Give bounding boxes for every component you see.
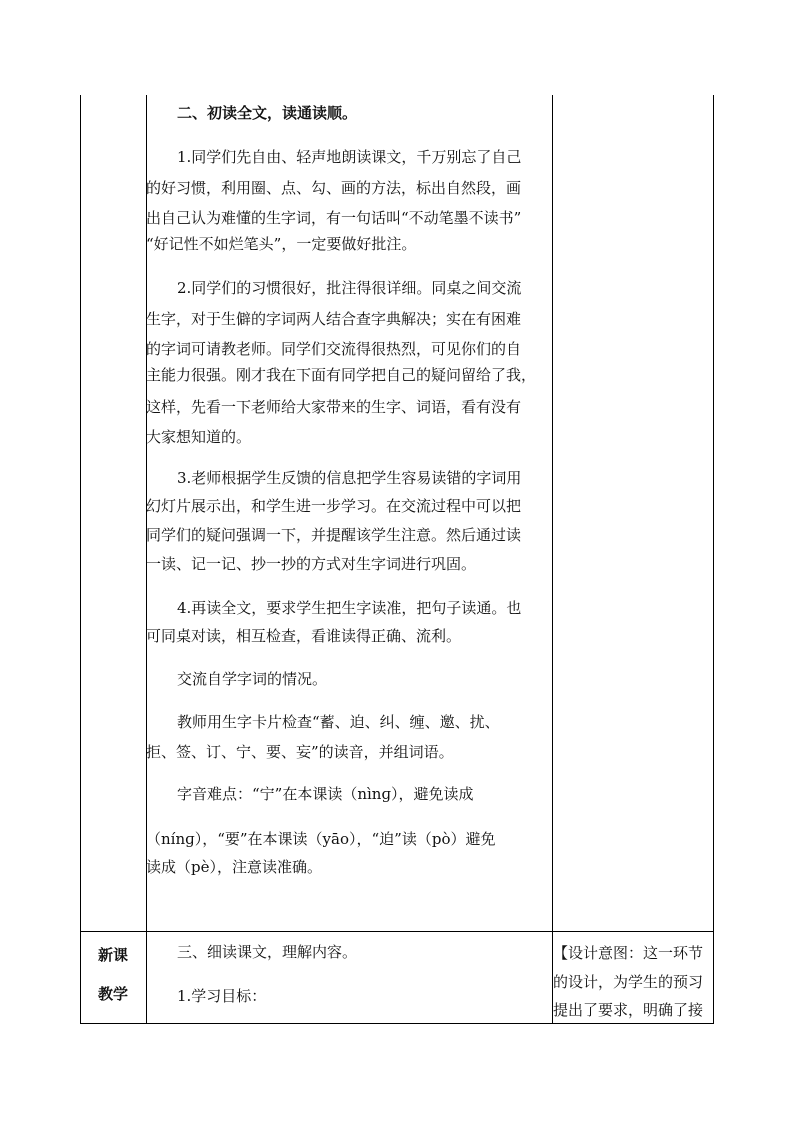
design-note-line: 的设计，为学生的预习 — [553, 973, 704, 991]
paragraph-line: 同学们的疑问强调一下，并提醒该学生注意。然后通过读 — [146, 526, 522, 544]
paragraph-line: 字音难点：“宁”在本课读（nìnɡ），避免读成 — [177, 785, 474, 803]
paragraph-line: 读成（pè），注意读准确。 — [146, 858, 322, 876]
paragraph-line: 拒、签、订、宁、要、妄”的读音，并组词语。 — [146, 743, 454, 761]
paragraph-line: 一读、记一记、抄一抄的方式对生字词进行巩固。 — [146, 555, 477, 573]
paragraph-line: 4.再读全文，要求学生把生字读准，把句子读通。也 — [177, 599, 522, 617]
design-note-line: 提出了要求，明确了接 — [553, 1001, 704, 1019]
paragraph-line: 出自己认为难懂的生字词，有一句话叫“不动笔墨不读书” — [146, 209, 522, 227]
paragraph-line: 1.学习目标： — [177, 987, 267, 1005]
paragraph-line: 大家想知道的。 — [146, 428, 252, 446]
row-label-line1: 新课 — [97, 946, 128, 964]
paragraph-line: 可同桌对读，相互检查，看谁读得正确、流利。 — [146, 627, 462, 645]
design-note-line: 【设计意图：这一环节 — [553, 944, 704, 962]
table-row-divider — [80, 931, 714, 932]
table-border-bottom — [80, 1023, 714, 1024]
paragraph-line: 这样，先看一下老师给大家带来的生字、词语，看有没有 — [146, 398, 522, 416]
paragraph-line: 交流自学字词的情况。 — [177, 670, 328, 688]
section-heading: 二、初读全文，读通读顺。 — [177, 104, 358, 122]
table-border-right — [713, 95, 714, 1024]
paragraph-line: （nínɡ），“要”在本课读（yāo），“迫”读（pò）避免 — [146, 830, 496, 848]
paragraph-line: 的好习惯，利用圈、点、勾、画的方法，标出自然段，画 — [146, 179, 522, 197]
paragraph-line: 生字，对于生僻的字词两人结合查字典解决；实在有困难 — [146, 310, 522, 328]
section-heading: 三、细读课文，理解内容。 — [177, 943, 358, 961]
paragraph-line: 教师用生字卡片检查“蓄、迫、纠、缠、邀、扰、 — [177, 713, 500, 731]
paragraph-line: 1.同学们先自由、轻声地朗读课文，千万别忘了自己 — [177, 148, 522, 166]
paragraph-line: 幻灯片展示出，和学生进一步学习。在交流过程中可以把 — [146, 497, 522, 515]
paragraph-line: “好记性不如烂笔头”，一定要做好批注。 — [146, 235, 417, 253]
paragraph-line: 2.同学们的习惯很好，批注得很详细。同桌之间交流 — [177, 279, 522, 297]
table-border-col2 — [552, 95, 553, 1024]
paragraph-line: 主能力很强。刚才我在下面有同学把自己的疑问留给了我， — [146, 366, 537, 384]
paragraph-line: 的字词可请教老师。同学们交流得很热烈，可见你们的自 — [146, 340, 522, 358]
row-label-line2: 教学 — [97, 985, 128, 1003]
table-border-left — [80, 95, 81, 1024]
paragraph-line: 3.老师根据学生反馈的信息把学生容易读错的字词用 — [177, 469, 522, 487]
